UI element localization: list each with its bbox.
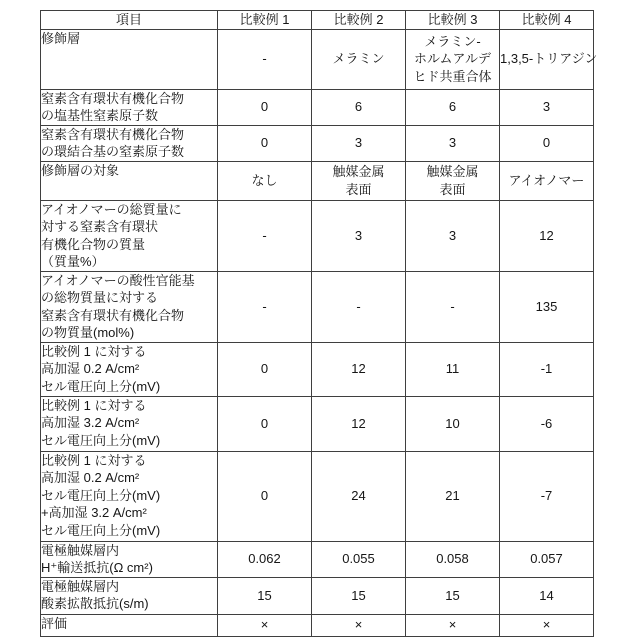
cell-value: × <box>500 614 594 636</box>
cell-value: 0 <box>218 89 312 125</box>
cell-value: 15 <box>312 577 406 614</box>
cell-value: 12 <box>500 200 594 271</box>
table-row-oxygen-diffusion-resistance <box>41 577 594 614</box>
table-row-mass-percent-vs-ionomer <box>41 200 594 271</box>
cell-value: 触媒金属 表面 <box>312 161 406 200</box>
cell-value: - <box>218 29 312 89</box>
cell-value: メラミン <box>312 29 406 89</box>
cell-value: × <box>312 614 406 636</box>
cell-value: 11 <box>406 342 500 396</box>
cell-value: 10 <box>406 396 500 451</box>
cell-value: × <box>406 614 500 636</box>
comparison-table <box>40 10 598 637</box>
cell-value: 0.055 <box>312 541 406 577</box>
row-label: 修飾層の対象 <box>41 161 218 200</box>
table-row-evaluation <box>41 614 594 636</box>
row-label: 比較例 1 に対する 高加湿 3.2 A/cm² セル電圧向上分(mV) <box>41 396 218 451</box>
cell-value: 1,3,5-トリアジン <box>500 29 594 89</box>
column-header-example-2: 比較例 2 <box>312 11 406 30</box>
row-label: 窒素含有環状有機化合物 の環結合基の窒素原子数 <box>41 125 218 161</box>
row-label: 修飾層 <box>41 29 218 89</box>
column-header-example-3: 比較例 3 <box>406 11 500 30</box>
cell-value: -7 <box>500 451 594 541</box>
cell-value: 0.062 <box>218 541 312 577</box>
cell-value: 6 <box>406 89 500 125</box>
row-label: アイオノマーの酸性官能基 の総物質量に対する 窒素含有環状有機化合物 の物質量(mol%) <box>41 271 218 342</box>
row-label: 電極触媒層内 酸素拡散抵抗(s/m) <box>41 577 218 614</box>
cell-value: 0 <box>500 125 594 161</box>
cell-value: - <box>218 200 312 271</box>
cell-value: 0 <box>218 125 312 161</box>
column-header-example-1: 比較例 1 <box>218 11 312 30</box>
cell-value: 15 <box>406 577 500 614</box>
column-header-example-4: 比較例 4 <box>500 11 594 30</box>
row-label: 比較例 1 に対する 高加湿 0.2 A/cm² セル電圧向上分(mV) <box>41 342 218 396</box>
cell-value: × <box>218 614 312 636</box>
row-label: 評価 <box>41 614 218 636</box>
cell-value: 21 <box>406 451 500 541</box>
cell-value: - <box>312 271 406 342</box>
cell-value: -1 <box>500 342 594 396</box>
cell-value: 24 <box>312 451 406 541</box>
header-row <box>41 11 594 30</box>
table-row-mol-percent-vs-acid-groups <box>41 271 594 342</box>
cell-value: - <box>218 271 312 342</box>
table-row-voltage-gain-combined <box>41 451 594 541</box>
cell-value: 0 <box>218 396 312 451</box>
cell-value: 12 <box>312 342 406 396</box>
cell-value: 0.057 <box>500 541 594 577</box>
cell-value: 触媒金属 表面 <box>406 161 500 200</box>
row-label: 窒素含有環状有機化合物 の塩基性窒素原子数 <box>41 89 218 125</box>
cell-value: 15 <box>218 577 312 614</box>
row-label: 電極触媒層内 H⁺輸送抵抗(Ω cm²) <box>41 541 218 577</box>
cell-value: -6 <box>500 396 594 451</box>
cell-value: メラミン- ホルムアルデ ヒド共重合体 <box>406 29 500 89</box>
cell-value: 135 <box>500 271 594 342</box>
row-label: 比較例 1 に対する 高加湿 0.2 A/cm² セル電圧向上分(mV) +高加湿 3.2 A/cm² セル電圧向上分(mV) <box>41 451 218 541</box>
cell-value: なし <box>218 161 312 200</box>
cell-value: 3 <box>312 125 406 161</box>
cell-value: - <box>406 271 500 342</box>
table-row-voltage-gain-0-2 <box>41 342 594 396</box>
cell-value: 0.058 <box>406 541 500 577</box>
cell-value: 3 <box>406 200 500 271</box>
cell-value: アイオノマー <box>500 161 594 200</box>
cell-value: 6 <box>312 89 406 125</box>
table-row-ring-bond-nitrogen-atoms <box>41 125 594 161</box>
table-row-voltage-gain-3-2 <box>41 396 594 451</box>
cell-value: 14 <box>500 577 594 614</box>
cell-value: 0 <box>218 342 312 396</box>
cell-value: 3 <box>500 89 594 125</box>
table-row-proton-transport-resistance <box>41 541 594 577</box>
cell-value: 3 <box>406 125 500 161</box>
row-label: アイオノマーの総質量に 対する窒素含有環状 有機化合物の質量 （質量%） <box>41 200 218 271</box>
table-row-basic-nitrogen-atoms <box>41 89 594 125</box>
table-row-modification-target <box>41 161 594 200</box>
cell-value: 3 <box>312 200 406 271</box>
table-row-modified-layer <box>41 29 594 89</box>
column-header-item: 項目 <box>41 11 218 30</box>
cell-value: 0 <box>218 451 312 541</box>
cell-value: 12 <box>312 396 406 451</box>
